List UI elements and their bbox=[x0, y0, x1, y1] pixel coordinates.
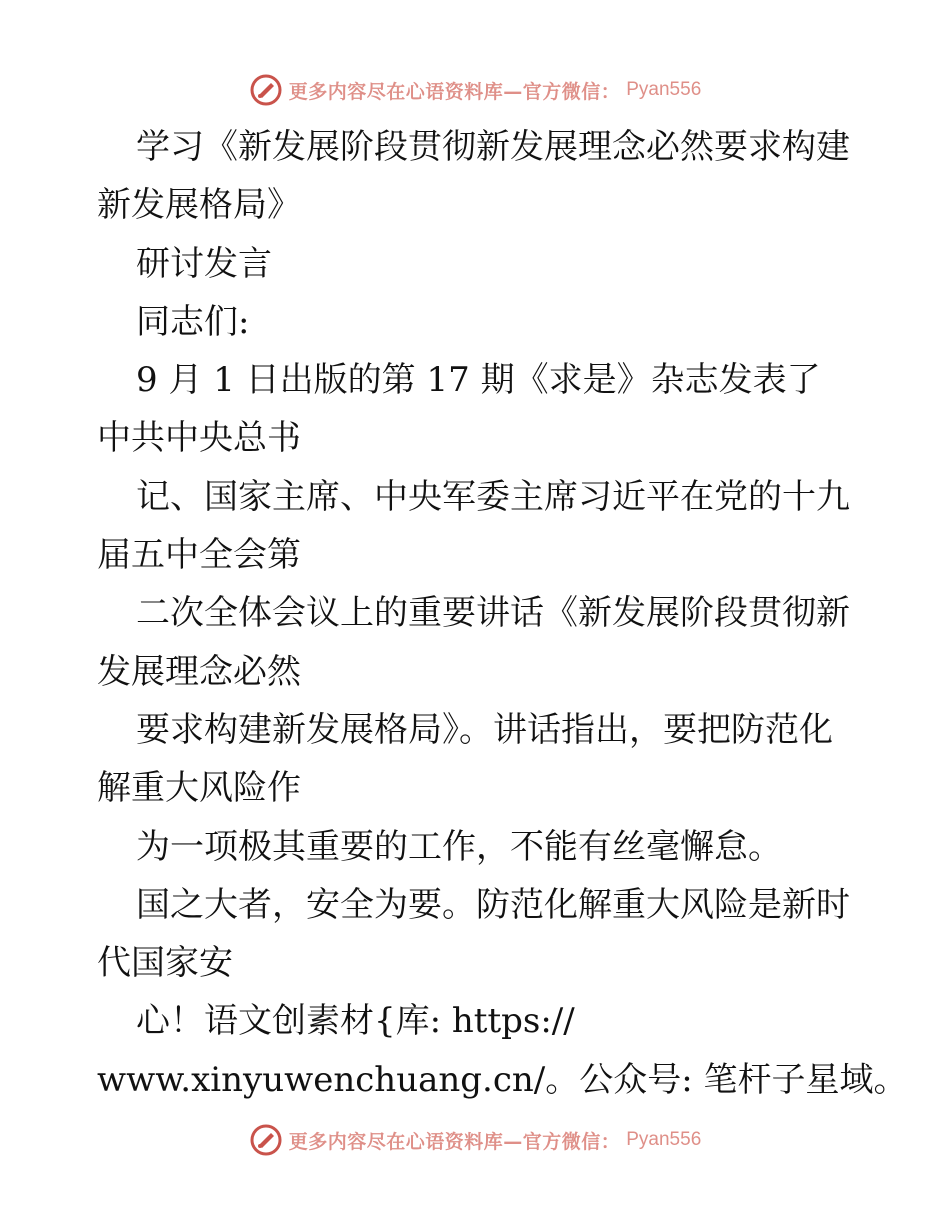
paragraph-line: 为一项极其重要的工作，不能有丝毫懈怠。 bbox=[136, 826, 782, 867]
paragraph-line: 9 月 1 日出版的第 17 期《求是》杂志发表了 bbox=[136, 360, 821, 401]
watermark-header bbox=[0, 72, 950, 108]
watermark-footer bbox=[0, 1122, 950, 1158]
document-body bbox=[97, 118, 908, 1109]
title-line: 学习《新发展阶段贯彻新发展理念必然要求构建 bbox=[136, 127, 850, 167]
paragraph-line: 代国家安 bbox=[97, 943, 233, 984]
paragraph-line: www.xinyuwenchuang.cn/。公众号: 笔杆子星域。 bbox=[97, 1059, 908, 1100]
paragraph-line: 二次全体会议上的重要讲话《新发展阶段贯彻新 bbox=[136, 593, 850, 634]
paragraph-line: 要求构建新发展格局》。讲话指出，要把防范化 bbox=[136, 709, 833, 750]
watermark-text: 更多内容尽在心语资料库—官方微信： bbox=[288, 1130, 621, 1153]
watermark-handle: Pyan556 bbox=[626, 1129, 702, 1150]
watermark-text: 更多内容尽在心语资料库—官方微信： bbox=[288, 80, 621, 103]
paragraph-line: 发展理念必然 bbox=[97, 651, 301, 692]
paragraph-line: 解重大风险作 bbox=[97, 768, 301, 809]
logo-icon bbox=[249, 1123, 283, 1157]
watermark-handle: Pyan556 bbox=[626, 79, 702, 100]
title-line: 新发展格局》 bbox=[97, 185, 301, 226]
paragraph-line: 中共中央总书 bbox=[97, 418, 301, 459]
paragraph-line: 届五中全会第 bbox=[97, 535, 301, 576]
paragraph-line: 国之大者，安全为要。防范化解重大风险是新时 bbox=[136, 884, 850, 925]
paragraph-line: 心！语文创素材{库: https:// bbox=[136, 1001, 575, 1042]
logo-icon bbox=[249, 73, 283, 107]
salutation: 同志们: bbox=[136, 301, 250, 342]
subtitle-line: 研讨发言 bbox=[136, 243, 272, 284]
paragraph-line: 记、国家主席、中央军委主席习近平在党的十九 bbox=[136, 476, 850, 517]
